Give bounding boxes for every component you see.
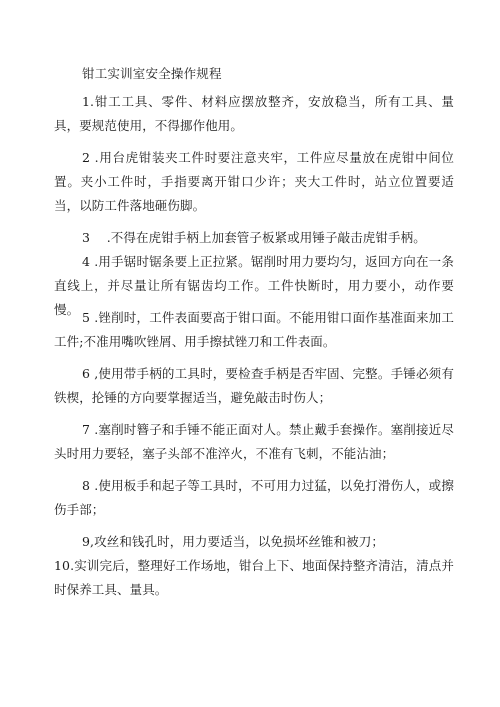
rule-paragraph-9: 9,攻丝和钱孔时，用力要适当，以免损坏丝锥和被刀； <box>82 534 384 549</box>
document-title: 钳工实训室安全操作规程 <box>82 66 222 81</box>
rule-paragraph-4: 4 .用手锯时锯条要上正拉紧。锯削时用力要均匀，返回方向在一条直线上，并尽量让所有锯齿均工作。工件快断时，用力要小，动作要慢。 <box>54 254 454 317</box>
rule-paragraph-1: 1.钳工工具、零件、材料应摆放整齐，安放稳当，所有工具、量具，要规范使用，不得挪作他用。 <box>54 94 454 133</box>
rule-paragraph-6: 6 ,使用带手柄的工具时，要检查手柄是否牢固、完整。手锤必须有铁楔，抡锤的方向要掌握适当，避免敲击时伤人； <box>54 366 454 405</box>
rule-paragraph-5: 5 .锉削时，工件表面要高于钳口面。不能用钳口面作基准面来加工工件;不准用嘴吹锉屑、用手擦拭锉刀和工件表面。 <box>54 310 454 349</box>
rule-paragraph-10: 10.实训完后，整理好工作场地，钳台上下、地面保持整齐清洁，清点并时保养工具、量具。 <box>54 558 454 597</box>
rule-paragraph-3: 3 .不得在虎钳手柄上加套管子板紧或用锤子敲击虎钳手柄。 <box>82 230 426 245</box>
rule-paragraph-2: 2 .用台虎钳装夹工件时要注意夹牢，工件应尽量放在虎钳中间位置。夹小工件时，手指要离开钳口少许；夹大工件时，站立位置要适当，以防工件落地砸伤脚。 <box>54 150 454 213</box>
rule-paragraph-7: 7 .塞削时簪子和手锤不能正面对人。禁止戴手套操作。塞削接近尽头时用力要轻，塞子头部不准淬火，不准有飞刺，不能沾油； <box>54 422 454 461</box>
rule-paragraph-8: 8 .使用板手和起子等工具时，不可用力过猛，以免打滑伤人，或擦伤手部； <box>54 478 454 517</box>
